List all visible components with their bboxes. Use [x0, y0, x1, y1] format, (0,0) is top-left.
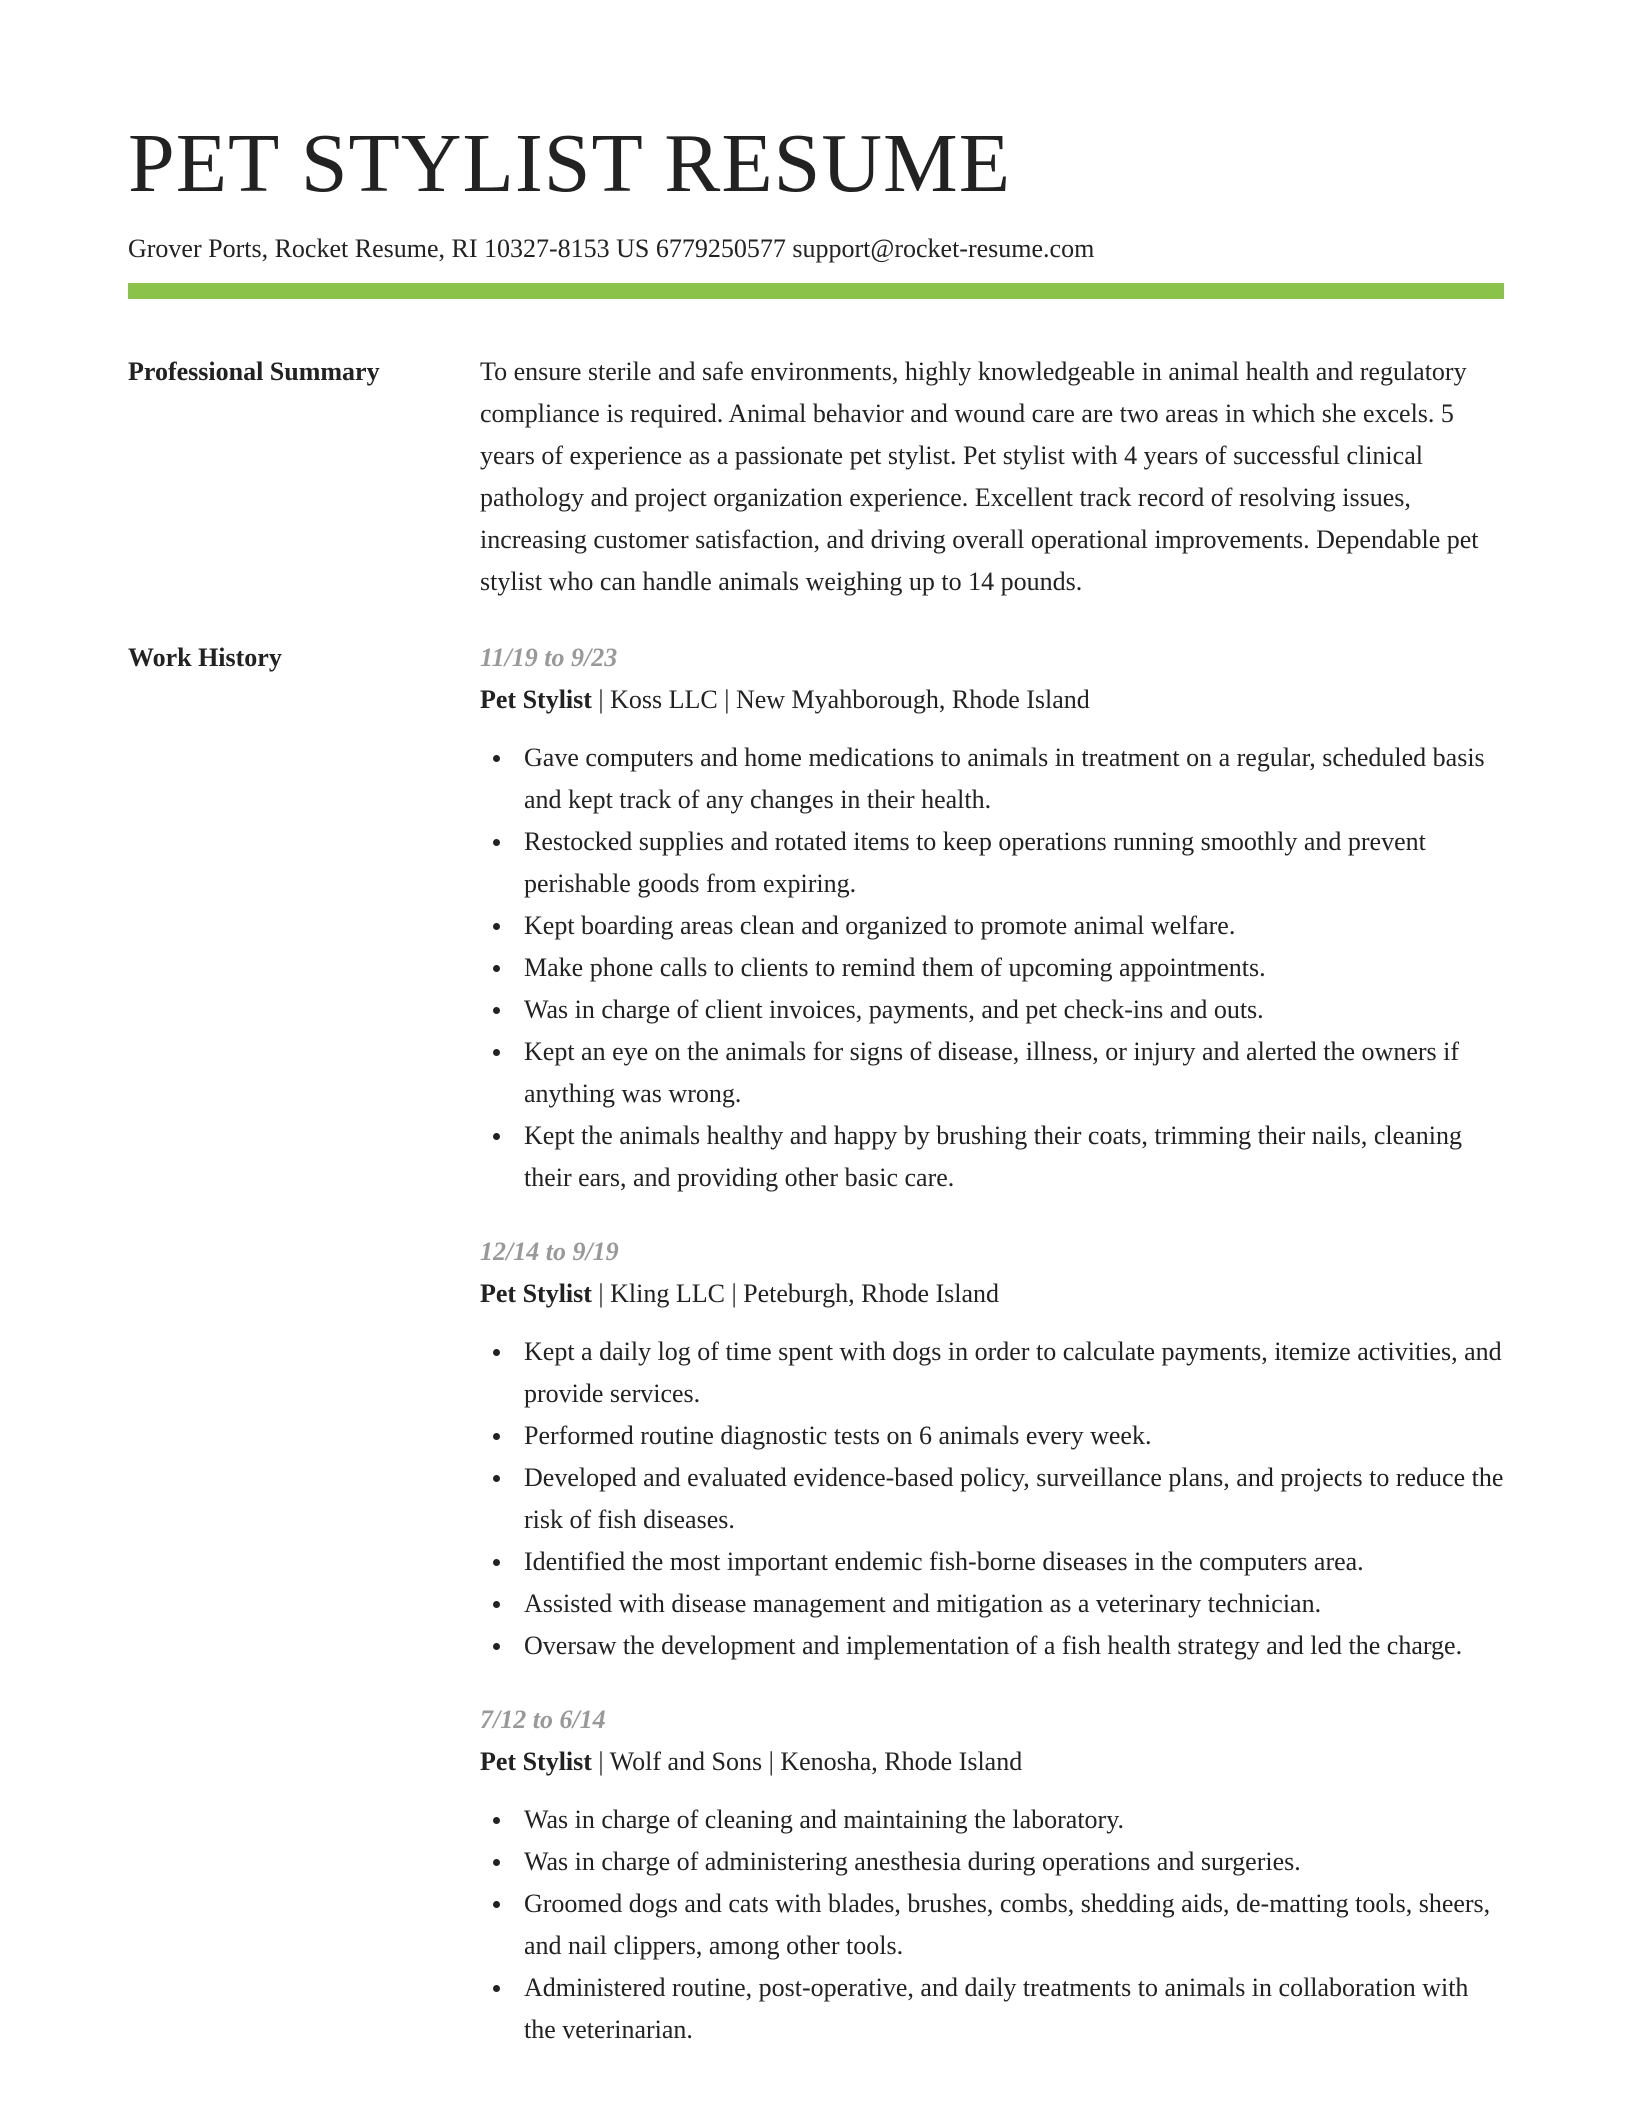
job-company-location: | Wolf and Sons | Kenosha, Rhode Island: [591, 1747, 1023, 1777]
work-history-section: [128, 637, 1504, 2051]
job-entry: [480, 1231, 1504, 1667]
job-bullet-list: [480, 737, 1504, 1199]
job-dates: 11/19 to 9/23: [480, 643, 618, 673]
job-company-location: | Kling LLC | Peteburgh, Rhode Island: [591, 1279, 1000, 1309]
job-bullet: Kept boarding areas clean and organized to promote animal welfare.: [480, 905, 1504, 947]
work-history-list: [480, 637, 1504, 2051]
job-bullet: Assisted with disease management and mitigation as a veterinary technician.: [480, 1583, 1504, 1625]
job-dates: 7/12 to 6/14: [480, 1705, 606, 1735]
job-bullet: Make phone calls to clients to remind them of upcoming appointments.: [480, 947, 1504, 989]
summary-section: [128, 351, 1504, 603]
job-role: Pet Stylist: [480, 1747, 592, 1777]
job-bullet: Developed and evaluated evidence-based policy, surveillance plans, and projects to reduce the risk of fish diseases.: [480, 1457, 1504, 1541]
resume-title: PET STYLIST RESUME: [128, 117, 1012, 210]
job-title-line: [480, 679, 1504, 721]
job-role: Pet Stylist: [480, 685, 592, 715]
job-bullet: Oversaw the development and implementation of a fish health strategy and led the charge.: [480, 1625, 1504, 1667]
job-bullet-list: [480, 1799, 1504, 2051]
job-bullet: Gave computers and home medications to animals in treatment on a regular, scheduled basis and kept track of any changes in their health.: [480, 737, 1504, 821]
job-bullet: Restocked supplies and rotated items to keep operations running smoothly and prevent perishable goods from expiring.: [480, 821, 1504, 905]
summary-text: To ensure sterile and safe environments, highly knowledgeable in animal health and regulatory compliance is required. Animal behavior and wound care are two areas in which she excels. 5 years of experience as a passionate pet stylist. Pet stylist with 4 years of successful clinical pathology and project organization experience. Excellent track record of resolving issues, increasing customer satisfaction, and driving overall operational improvements. Dependable pet stylist who can handle animals weighing up to 14 pounds.: [480, 357, 1479, 597]
job-bullet: Was in charge of administering anesthesia during operations and surgeries.: [480, 1841, 1504, 1883]
accent-divider: [128, 283, 1504, 299]
job-bullet: Administered routine, post-operative, and daily treatments to animals in collaboration with the veterinarian.: [480, 1967, 1504, 2051]
job-bullet: Kept an eye on the animals for signs of disease, illness, or injury and alerted the owners if anything was wrong.: [480, 1031, 1504, 1115]
contact-line: Grover Ports, Rocket Resume, RI 10327-8153 US 6779250577 support@rocket-resume.com: [128, 234, 1095, 264]
job-company-location: | Koss LLC | New Myahborough, Rhode Island: [591, 685, 1090, 715]
job-title-line: [480, 1741, 1504, 1783]
summary-heading: Professional Summary: [128, 357, 380, 387]
job-bullet: Kept the animals healthy and happy by brushing their coats, trimming their nails, cleaning their ears, and providing other basic care.: [480, 1115, 1504, 1199]
work-history-heading: Work History: [128, 643, 282, 673]
job-bullet: Kept a daily log of time spent with dogs in order to calculate payments, itemize activities, and provide services.: [480, 1331, 1504, 1415]
job-bullet: Was in charge of cleaning and maintaining the laboratory.: [480, 1799, 1504, 1841]
job-bullet: Identified the most important endemic fish-borne diseases in the computers area.: [480, 1541, 1504, 1583]
job-entry: [480, 637, 1504, 1199]
job-entry: [480, 1699, 1504, 2051]
resume-page: [128, 118, 1504, 2051]
job-bullet: Groomed dogs and cats with blades, brushes, combs, shedding aids, de-matting tools, sheers, and nail clippers, among other tools.: [480, 1883, 1504, 1967]
job-bullet: Was in charge of client invoices, payments, and pet check-ins and outs.: [480, 989, 1504, 1031]
job-role: Pet Stylist: [480, 1279, 592, 1309]
job-bullet-list: [480, 1331, 1504, 1667]
job-bullet: Performed routine diagnostic tests on 6 animals every week.: [480, 1415, 1504, 1457]
job-dates: 12/14 to 9/19: [480, 1237, 619, 1267]
job-title-line: [480, 1273, 1504, 1315]
